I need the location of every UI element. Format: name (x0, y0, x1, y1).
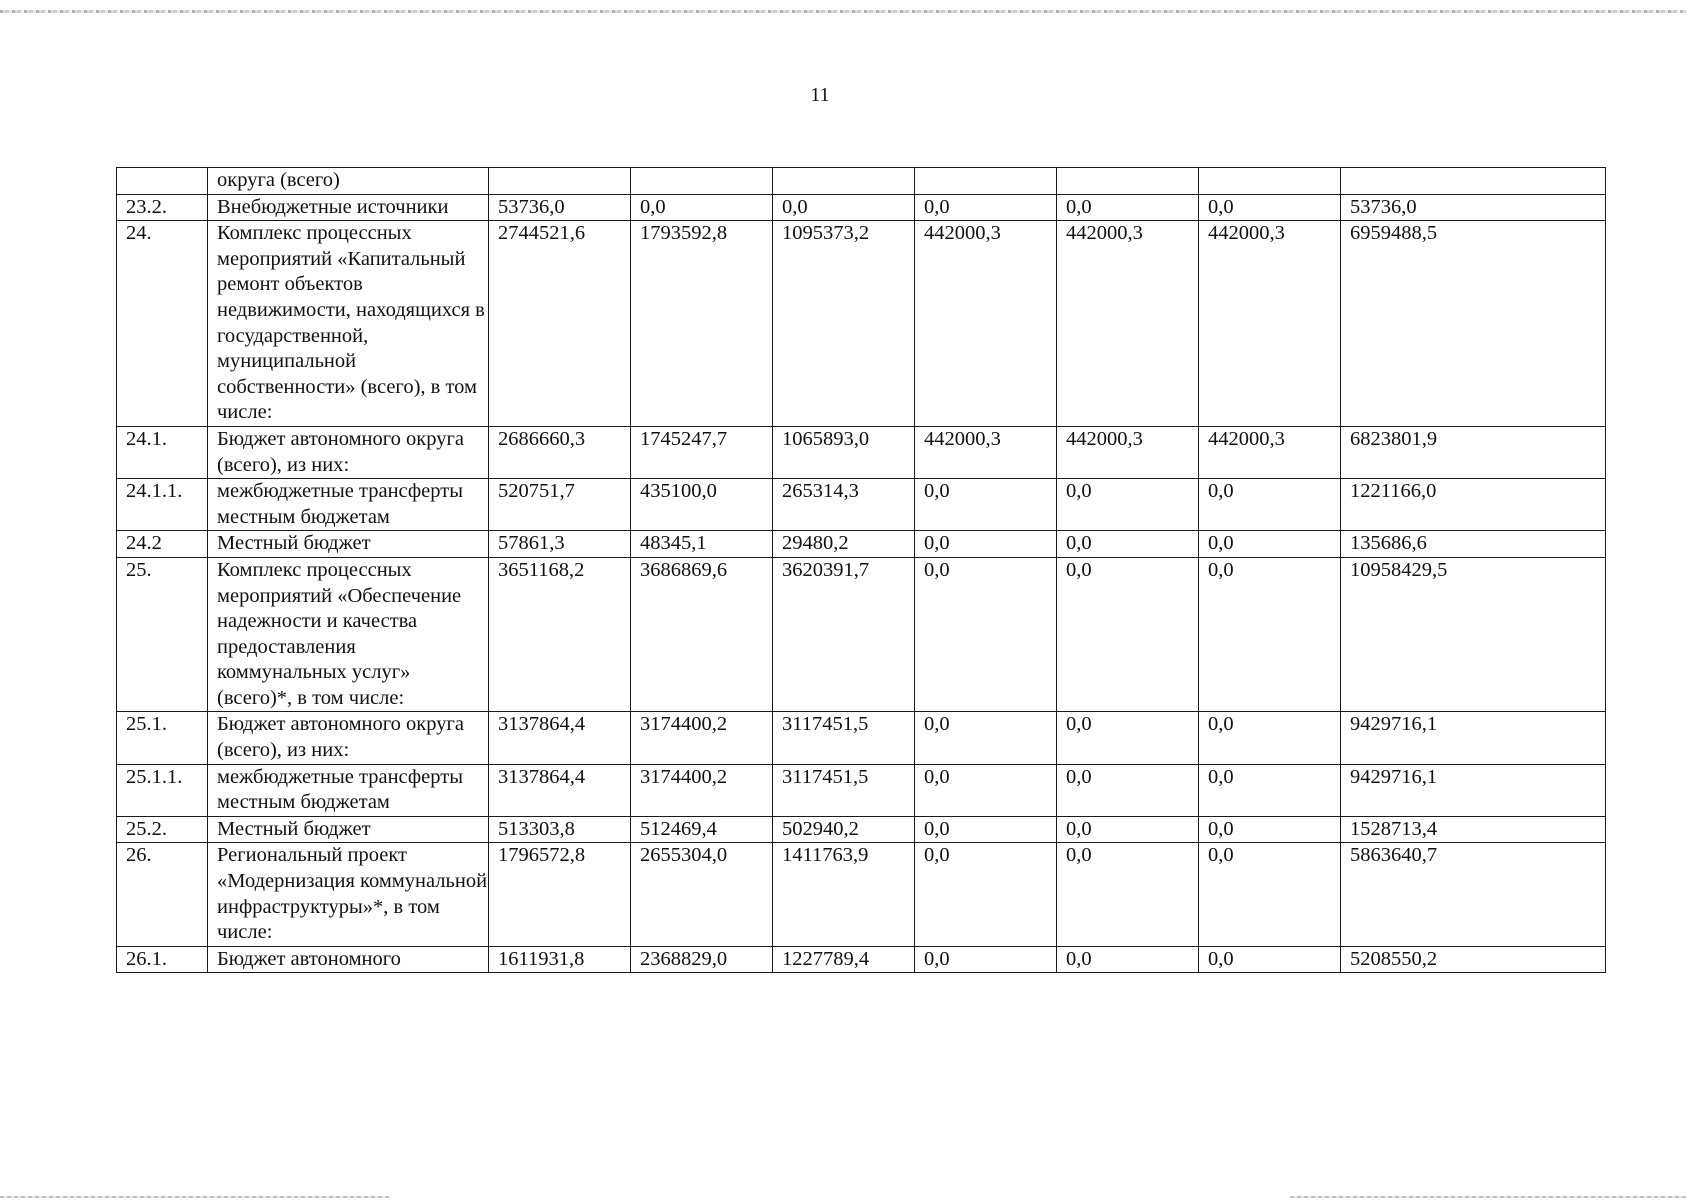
value-cell (1057, 168, 1199, 195)
value-cell: 0,0 (1199, 816, 1341, 843)
total-cell: 6823801,9 (1341, 426, 1606, 478)
value-cell: 0,0 (1057, 816, 1199, 843)
total-cell: 9429716,1 (1341, 764, 1606, 816)
table-row (117, 764, 1606, 816)
total-cell: 6959488,5 (1341, 221, 1606, 427)
value-cell: 2686660,3 (489, 426, 631, 478)
value-cell: 0,0 (915, 479, 1057, 531)
value-cell: 0,0 (915, 946, 1057, 973)
value-cell: 0,0 (915, 764, 1057, 816)
value-cell: 0,0 (1199, 712, 1341, 764)
row-index: 26.1. (117, 946, 208, 973)
value-cell: 1793592,8 (631, 221, 773, 427)
row-name: межбюджетные трансферты местным бюджетам (208, 764, 489, 816)
table-row (117, 221, 1606, 427)
scan-edge-bottom-left (0, 1196, 390, 1198)
row-index: 25.2. (117, 816, 208, 843)
total-cell (1341, 168, 1606, 195)
value-cell (489, 168, 631, 195)
value-cell: 442000,3 (1199, 221, 1341, 427)
value-cell (631, 168, 773, 195)
budget-table-body (117, 168, 1606, 973)
row-name: округа (всего) (208, 168, 489, 195)
value-cell: 0,0 (1199, 531, 1341, 558)
row-index: 25.1. (117, 712, 208, 764)
value-cell: 1095373,2 (773, 221, 915, 427)
value-cell: 3174400,2 (631, 712, 773, 764)
value-cell: 2655304,0 (631, 843, 773, 946)
table-row (117, 168, 1606, 195)
total-cell: 9429716,1 (1341, 712, 1606, 764)
value-cell: 435100,0 (631, 479, 773, 531)
value-cell: 442000,3 (1057, 221, 1199, 427)
value-cell: 442000,3 (1199, 426, 1341, 478)
table-row (117, 426, 1606, 478)
value-cell: 0,0 (1199, 479, 1341, 531)
value-cell: 0,0 (1057, 194, 1199, 221)
row-name: Внебюджетные источники (208, 194, 489, 221)
value-cell (915, 168, 1057, 195)
value-cell: 3137864,4 (489, 764, 631, 816)
value-cell: 3686869,6 (631, 557, 773, 712)
value-cell: 1611931,8 (489, 946, 631, 973)
value-cell: 0,0 (1199, 946, 1341, 973)
value-cell: 1227789,4 (773, 946, 915, 973)
value-cell: 0,0 (1057, 843, 1199, 946)
value-cell: 3137864,4 (489, 712, 631, 764)
table-row (117, 712, 1606, 764)
value-cell: 57861,3 (489, 531, 631, 558)
row-index: 26. (117, 843, 208, 946)
table-row (117, 816, 1606, 843)
row-index (117, 168, 208, 195)
value-cell: 0,0 (1057, 479, 1199, 531)
value-cell: 0,0 (1199, 194, 1341, 221)
value-cell: 3174400,2 (631, 764, 773, 816)
value-cell: 0,0 (1199, 843, 1341, 946)
value-cell: 1065893,0 (773, 426, 915, 478)
value-cell: 0,0 (915, 816, 1057, 843)
row-index: 24.1.1. (117, 479, 208, 531)
table-row (117, 843, 1606, 946)
table-row (117, 946, 1606, 973)
value-cell: 2368829,0 (631, 946, 773, 973)
value-cell: 0,0 (1057, 764, 1199, 816)
value-cell: 1745247,7 (631, 426, 773, 478)
value-cell: 3117451,5 (773, 712, 915, 764)
total-cell: 10958429,5 (1341, 557, 1606, 712)
table-row (117, 194, 1606, 221)
value-cell: 265314,3 (773, 479, 915, 531)
value-cell: 0,0 (915, 557, 1057, 712)
value-cell: 0,0 (915, 194, 1057, 221)
value-cell: 0,0 (1057, 946, 1199, 973)
row-name: Бюджет автономного округа (всего), из них: (208, 712, 489, 764)
value-cell: 29480,2 (773, 531, 915, 558)
page-number: 11 (810, 84, 830, 106)
budget-table (116, 167, 1606, 973)
value-cell: 442000,3 (1057, 426, 1199, 478)
table-row (117, 557, 1606, 712)
value-cell: 0,0 (773, 194, 915, 221)
value-cell (773, 168, 915, 195)
value-cell: 513303,8 (489, 816, 631, 843)
value-cell: 0,0 (631, 194, 773, 221)
row-name: Бюджет автономного округа (всего), из них: (208, 426, 489, 478)
value-cell: 3117451,5 (773, 764, 915, 816)
total-cell: 135686,6 (1341, 531, 1606, 558)
value-cell: 48345,1 (631, 531, 773, 558)
scan-edge-top (0, 10, 1686, 13)
value-cell: 0,0 (915, 843, 1057, 946)
value-cell (1199, 168, 1341, 195)
table-row (117, 479, 1606, 531)
value-cell: 0,0 (1057, 531, 1199, 558)
value-cell: 3651168,2 (489, 557, 631, 712)
total-cell: 1221166,0 (1341, 479, 1606, 531)
row-name: Комплекс процессных мероприятий «Капитальный ремонт объектов недвижимости, находящихся в государственной, муниципальной собственности» (всего), в том числе: (208, 221, 489, 427)
value-cell: 512469,4 (631, 816, 773, 843)
row-name: Комплекс процессных мероприятий «Обеспечение надежности и качества предоставления коммунальных услуг» (всего)*, в том числе: (208, 557, 489, 712)
total-cell: 5208550,2 (1341, 946, 1606, 973)
value-cell: 0,0 (1057, 712, 1199, 764)
value-cell: 442000,3 (915, 426, 1057, 478)
value-cell: 0,0 (1057, 557, 1199, 712)
total-cell: 1528713,4 (1341, 816, 1606, 843)
table-row (117, 531, 1606, 558)
value-cell: 1796572,8 (489, 843, 631, 946)
row-index: 25.1.1. (117, 764, 208, 816)
value-cell: 520751,7 (489, 479, 631, 531)
row-name: Региональный проект «Модернизация коммунальной инфраструктуры»*, в том числе: (208, 843, 489, 946)
value-cell: 0,0 (1199, 764, 1341, 816)
total-cell: 5863640,7 (1341, 843, 1606, 946)
row-name: межбюджетные трансферты местным бюджетам (208, 479, 489, 531)
row-index: 25. (117, 557, 208, 712)
value-cell: 53736,0 (489, 194, 631, 221)
row-index: 24.2 (117, 531, 208, 558)
value-cell: 0,0 (915, 712, 1057, 764)
row-name: Местный бюджет (208, 816, 489, 843)
row-name: Бюджет автономного (208, 946, 489, 973)
value-cell: 0,0 (1199, 557, 1341, 712)
value-cell: 502940,2 (773, 816, 915, 843)
row-name: Местный бюджет (208, 531, 489, 558)
value-cell: 442000,3 (915, 221, 1057, 427)
row-index: 23.2. (117, 194, 208, 221)
value-cell: 1411763,9 (773, 843, 915, 946)
value-cell: 3620391,7 (773, 557, 915, 712)
row-index: 24. (117, 221, 208, 427)
row-index: 24.1. (117, 426, 208, 478)
value-cell: 2744521,6 (489, 221, 631, 427)
value-cell: 0,0 (915, 531, 1057, 558)
scan-edge-bottom-right (1290, 1196, 1686, 1198)
total-cell: 53736,0 (1341, 194, 1606, 221)
